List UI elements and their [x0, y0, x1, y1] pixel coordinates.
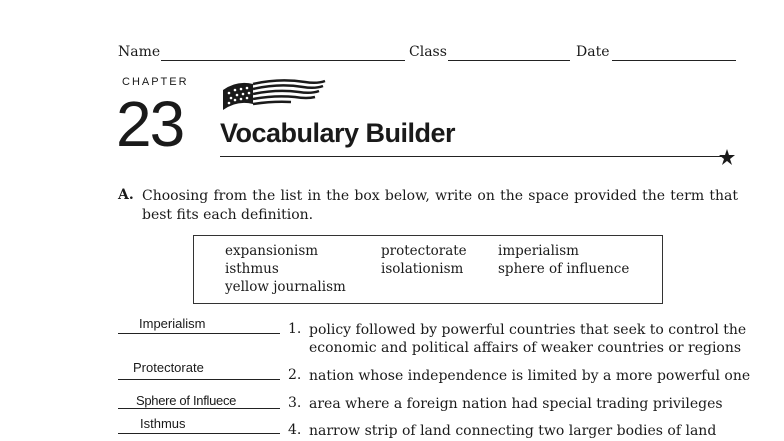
answer-4[interactable]: Isthmus [140, 416, 186, 431]
chapter-label: CHAPTER [122, 76, 189, 88]
answer-line-4[interactable] [118, 433, 280, 434]
term-yellow-journalism: yellow journalism [225, 279, 346, 295]
section-letter: A. [118, 187, 134, 203]
flag-icon [219, 78, 329, 112]
answer-1[interactable]: Imperialism [139, 316, 206, 331]
term-sphere-of-influence: sphere of influence [498, 261, 630, 277]
star-icon [718, 148, 736, 166]
definition-3: area where a foreign nation had special trading privileges [309, 396, 723, 412]
item-number-1: 1. [288, 321, 302, 337]
instructions-line-1: Choosing from the list in the box below, write on the space provided the term that [142, 188, 738, 204]
definition-2: nation whose independence is limited by a more powerful one [309, 368, 751, 384]
date-field[interactable] [612, 60, 736, 61]
class-field[interactable] [448, 60, 570, 61]
class-label: Class [409, 44, 447, 60]
chapter-number: 23 [116, 88, 184, 160]
page-title: Vocabulary Builder [220, 118, 456, 148]
answer-2[interactable]: Protectorate [133, 360, 204, 375]
name-label: Name [118, 44, 161, 60]
definition-1 [309, 321, 746, 357]
item-number-4: 4. [288, 422, 302, 438]
name-field[interactable] [161, 60, 405, 61]
item-number-2: 2. [288, 367, 302, 383]
term-isolationism: isolationism [381, 261, 464, 277]
definition-1-line-1: policy followed by powerful countries that seek to control the [309, 322, 747, 338]
title-rule [220, 156, 730, 157]
item-number-3: 3. [288, 395, 302, 411]
definition-4: narrow strip of land connecting two larger bodies of land [309, 423, 717, 439]
answer-line-3[interactable] [118, 408, 280, 409]
answer-line-1[interactable] [118, 333, 280, 334]
term-protectorate: protectorate [381, 243, 467, 259]
instructions [142, 187, 738, 225]
definition-1-line-2: economic and political affairs of weaker countries or regions [309, 340, 742, 356]
date-label: Date [576, 44, 610, 60]
term-expansionism: expansionism [225, 243, 319, 259]
term-imperialism: imperialism [498, 243, 579, 259]
instructions-line-2: best fits each definition. [142, 207, 314, 223]
answer-line-2[interactable] [118, 379, 280, 380]
term-isthmus: isthmus [225, 261, 279, 277]
answer-3[interactable]: Sphere of Influece [136, 393, 237, 408]
